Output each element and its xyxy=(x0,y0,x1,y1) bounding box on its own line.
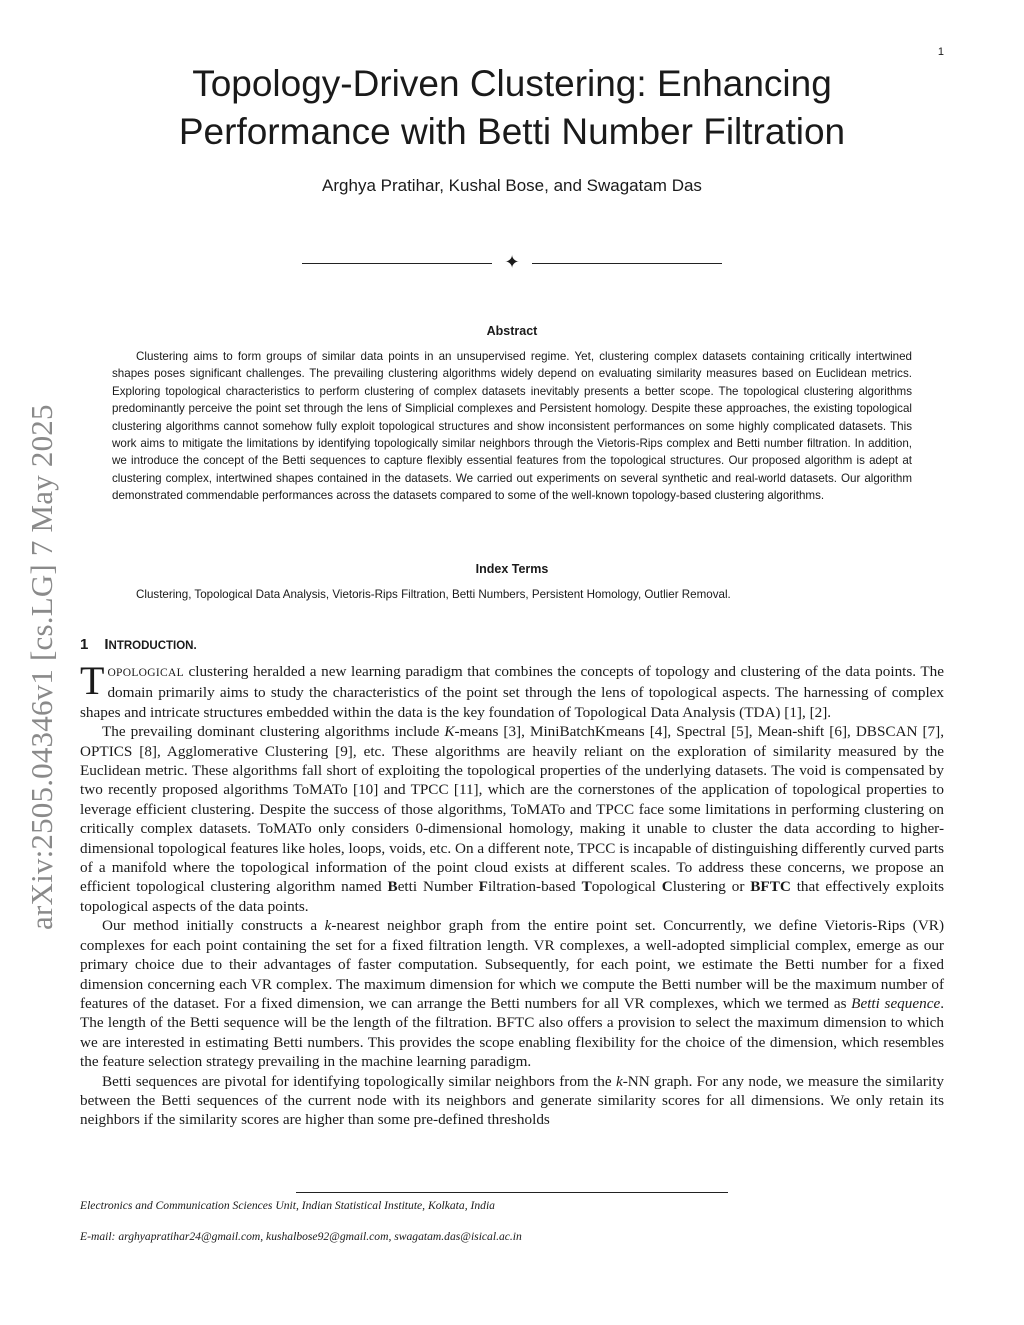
intro-paragraph-2 xyxy=(80,722,944,916)
p2-text-c5: that effectively exploits topological aspects of the data points. xyxy=(80,878,944,915)
section-title-rest: NTRODUCTION. xyxy=(108,640,197,652)
footnote-email: E-mail: arghyapratihar24@gmail.com, kushalbose92@gmail.com, swagatam.das@isical.ac.in xyxy=(80,1230,522,1243)
title-line-1: Topology-Driven Clustering: Enhancing xyxy=(192,63,832,104)
p2-bold-3: T xyxy=(581,878,592,896)
p2-bold-acronym: BFTC xyxy=(750,878,791,896)
p2-text-c3: opological xyxy=(591,878,662,896)
intro-paragraph-1-text: clustering heralded a new learning paradigm that combines the concepts of topology and clustering of the data points. The domain primarily aims to study the characteristics of the point set through the lens of topological aspects. The harnessing of complex shapes and intricate structures embedded within the data is the key foundation of Topological Data Analysis (TDA) [1], [2]. xyxy=(80,663,944,721)
p3-math-k: k xyxy=(324,917,332,935)
p2-bold-1: B xyxy=(387,878,398,896)
divider-rule-right xyxy=(532,263,722,264)
p3-text-a: Our method initially constructs a xyxy=(102,917,325,935)
footnote-affiliation: Electronics and Communication Sciences Unit, Indian Statistical Institute, Kolkata, India xyxy=(80,1199,495,1212)
drop-cap-smallcaps: OPOLOGICAL xyxy=(107,667,184,679)
divider-ornament-icon: ✦ xyxy=(504,252,520,273)
p2-bold-4: C xyxy=(661,878,673,896)
author-list: Arghya Pratihar, Kushal Bose, and Swagatam Das xyxy=(322,176,702,195)
p2-text-b: -means [3], MiniBatchKmeans [4], Spectral [5], Mean-shift [6], DBSCAN [7], OPTICS [8], Agglomerative Clustering [9], etc. These algorithms are heavily reliant on the exploration of similarity measured by the Euclidean metric. These algorithms fall short of exploiting the topological properties of the underlying datasets. The void is compensated by two recently proposed algorithms ToMATo [10] and TPCC [11], which are the cornerstones of the application of topological properties to leverage efficient clustering. Despite the success of those algorithms, ToMATo and TPCC face some limitations in performing clustering on critically complex datasets. ToMATo only considers 0-dimensional homology, making it unable to cluster the data according to higher-dimensional topological features like holes, loops, voids, etc. On a different note, TPCC is incapable of distinguishing differently curved parts of a manifold where the topological information of the point cloud exists at different scales. To address these concerns, we propose an efficient topological clustering algorithm named xyxy=(80,723,944,896)
intro-paragraph-4 xyxy=(80,1072,944,1130)
intro-paragraph-3 xyxy=(80,916,944,1071)
footnote-rule xyxy=(296,1192,728,1193)
divider-rule-left xyxy=(302,263,492,264)
p3-text-c: . The length of the Betti sequence will be the length of the filtration. BFTC also offers a provision to select the maximum dimension to which we are interested in estimating Betti numbers. This provides the scope enabling flexibility for the choice of the dimension, which resembles the feature selection strategy prevailing in the machine learning paradigm. xyxy=(80,994,944,1071)
p2-text-a: The prevailing dominant clustering algorithms include xyxy=(102,723,445,741)
p2-math-k: K xyxy=(444,723,455,741)
p4-text-a: Betti sequences are pivotal for identifying topologically similar neighbors from the xyxy=(102,1072,616,1090)
index-terms-heading: Index Terms xyxy=(475,562,549,576)
intro-paragraph-1 xyxy=(80,658,944,722)
page-number: 1 xyxy=(937,46,944,58)
p2-text-c4: lustering or xyxy=(672,878,751,896)
section-number: 1 xyxy=(80,636,89,653)
p3-emphasis: Betti sequence xyxy=(851,994,941,1012)
p4-math-k: k xyxy=(615,1072,623,1090)
drop-cap: T xyxy=(80,658,105,703)
title-divider xyxy=(302,252,722,274)
section-title-initial: I xyxy=(104,636,109,653)
p3-text-b: -nearest neighbor graph from the entire point set. Concurrently, we define Vietoris-Rips (VR) complexes for each point containing the set for a fixed filtration length. VR complexes, a well-adopted simplicial complex, emerge as our primary choice due to their advantages of faster computation. Subsequently, for each point, we estimate the Betti number for a fixed dimension concerning each VR complex. The maximum dimension for which we compute the Betti number will be the maximum number of features of the dataset. For a fixed dimension, we can arrange the Betti numbers for all VR complexes, which we termed as xyxy=(80,917,944,1012)
p4-text-b: -NN graph. For any node, we measure the similarity between the Betti sequences of the current node with its neighbors and generate similarity scores for all dimensions. We only retain its neighbors if the similarity scores are higher than some pre-defined thresholds xyxy=(80,1072,944,1129)
introduction-heading xyxy=(80,636,197,653)
p2-text-c1: etti Number xyxy=(397,878,479,896)
paper-title xyxy=(80,60,944,156)
index-terms-body: Clustering, Topological Data Analysis, Vietoris-Rips Filtration, Betti Numbers, Persistent Homology, Outlier Removal. xyxy=(136,588,731,601)
arxiv-identifier-stamp: arXiv:2505.04346v1 [cs.LG] 7 May 2025 xyxy=(24,404,59,930)
p2-bold-2: F xyxy=(478,878,488,896)
abstract-heading: Abstract xyxy=(486,324,538,338)
p2-text-c2: iltration-based xyxy=(487,878,582,896)
introduction-body xyxy=(80,658,944,1130)
title-line-2: Performance with Betti Number Filtration xyxy=(178,111,846,152)
abstract-body: Clustering aims to form groups of similar data points in an unsupervised regime. Yet, clustering complex datasets containing critically intertwined shapes poses significant challenges. The prevailing clustering algorithms widely depend on evaluating similarity measures based on Euclidean metrics. Exploring topological characteristics to perform clustering of complex datasets inevitably presents a better scope. The topological clustering algorithms predominantly perceive the point set through the lens of Simplicial complexes and Persistent homology. Despite these approaches, the existing topological clustering algorithms cannot somehow fully exploit topological structures and show inconsistent performances on some highly complicated datasets. This work aims to mitigate the limitations by identifying topologically similar neighbors through the Vietoris-Rips complex and Betti number filtration. In addition, we introduce the concept of the Betti sequences to capture flexibly essential features from the topological structures. Our proposed algorithm is adept at clustering complex, intertwined shapes contained in the datasets. We carried out experiments on several synthetic and real-world datasets. Our algorithm demonstrated commendable performances across the datasets compared to some of the well-known topology-based clustering algorithms. xyxy=(112,350,912,503)
